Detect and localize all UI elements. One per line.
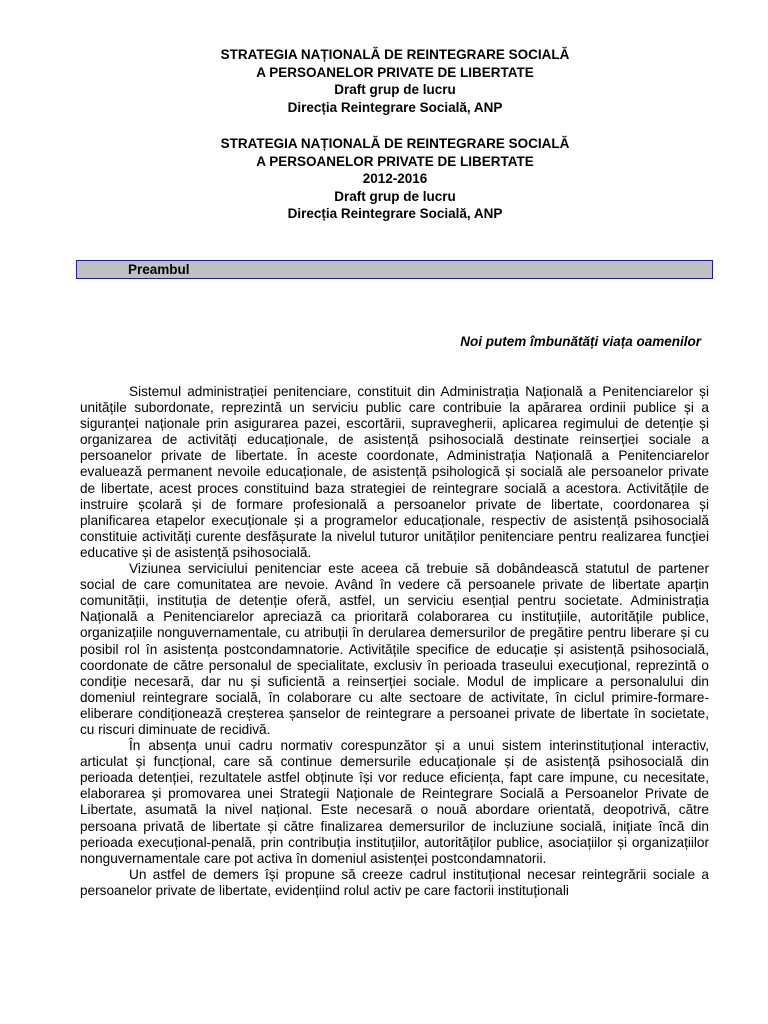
body-text bbox=[80, 384, 709, 899]
motto: Noi putem îmbunătăți viața oamenilor bbox=[460, 334, 701, 349]
directorate-label: Direcția Reintegrare Socială, ANP bbox=[287, 99, 503, 115]
paragraph: Viziunea serviciului penitenciar este aceea că trebuie să dobândească statutul de partener social de care comunitatea are nevoie. Având în vedere că persoanele private de libertate aparțin comunității, instituția de detenție oferă, astfel, un serviciu esențial pentru societate. Administrația Națională a Penitenciarelor apreciază ca prioritară colaborarea cu instituțiile, autoritățile publice, organizațiile nonguvernamentale, cu atribuții în derularea demersurilor de pregătire pentru liberare și cu posibil rol în asistența postcondamnatorie. Activitățile specifice de educație și asistență psihosocială, coordonate de către personalul de specialitate, exclusiv în perioada traseului execuțional, reprezintă o condiție necesară, dar nu și suficientă a reinserției sociale. Modul de implicare a personalului din domeniul reintegrare socială, în colaborare cu alte sectoare de activitate, în ciclul primire-formare-eliberare condiționează creșterea șanselor de reintegrare a persoanei private de libertate în societate, cu riscuri diminuate de recidivă. bbox=[80, 561, 709, 737]
title-line: STRATEGIA NAȚIONALĂ DE REINTEGRARE SOCIALĂ bbox=[220, 47, 570, 62]
title-line: STRATEGIA NAȚIONALĂ DE REINTEGRARE SOCIALĂ bbox=[220, 136, 570, 151]
period-label: 2012-2016 bbox=[362, 171, 428, 186]
title-block-draft bbox=[80, 46, 710, 116]
draft-label: Draft grup de lucru bbox=[334, 188, 456, 204]
paragraph: În absența unui cadru normativ corespunzător și a unui sistem interinstituțional interactiv, articulat și funcțional, care să continue demersurile educaționale și de asistență psihosocială din perioada detenției, rezultatele astfel obținute își vor reduce eficiența, fapt care impune, cu necesitate, elaborarea și promovarea unei Strategii Naționale de Reintegrare Socială a Persoanelor Private de Libertate, asumată la nivel național. Este necesară o nouă abordare orientată, deopotrivă, către persoana privată de libertate și către finalizarea demersurilor de incluziune socială, inițiate încă din perioada execuțional-penală, prin contribuția instituțiilor, autorităților publice, asociațiilor și organizațiilor nonguvernamentale care pot activa în domeniul asistenței postcondamnatorii. bbox=[80, 738, 709, 866]
directorate-label: Direcția Reintegrare Socială, ANP bbox=[287, 206, 503, 221]
subtitle-line: A PERSOANELOR PRIVATE DE LIBERTATE bbox=[256, 153, 534, 169]
paragraph: Un astfel de demers își propune să creeze cadrul instituțional necesar reintegrării sociale a persoanelor private de libertate, evidențiind rolul activ pe care factorii instituționali bbox=[80, 866, 709, 898]
section-heading-bar bbox=[76, 260, 713, 279]
section-heading: Preambul bbox=[128, 262, 190, 277]
paragraph: Sistemul administrației penitenciare, constituit din Administrația Națională a Penitenciarelor și unitățile subordonate, reprezintă un serviciu public care contribuie la apărarea ordinii publice și a siguranței naționale prin asigurarea pazei, escortării, supravegherii, aplicarea regimului de detenție și organizarea de activități educaționale, de asistență psihosocială destinate reinserției sociale a persoanelor private de libertate. În aceste coordonate, Administrația Națională a Penitenciarelor evaluează permanent nevoile educaționale, de asistență psihologică și socială ale persoanelor private de libertate, acest proces constituind baza strategiei de reintegrare socială a acestora. Activitățile de instruire școlară și de formare profesională a persoanelor private de libertate, coordonarea și planificarea etapelor execuționale și a programelor educaționale, respectiv de asistență psihosocială constituie activități curente desfășurate la nivelul tuturor unităților penitenciare pentru realizarea funcției educative și de asistență psihosocială. bbox=[80, 384, 709, 560]
draft-label: Draft grup de lucru bbox=[334, 82, 456, 97]
subtitle-line: A PERSOANELOR PRIVATE DE LIBERTATE bbox=[256, 64, 534, 80]
title-block-main bbox=[80, 135, 710, 223]
